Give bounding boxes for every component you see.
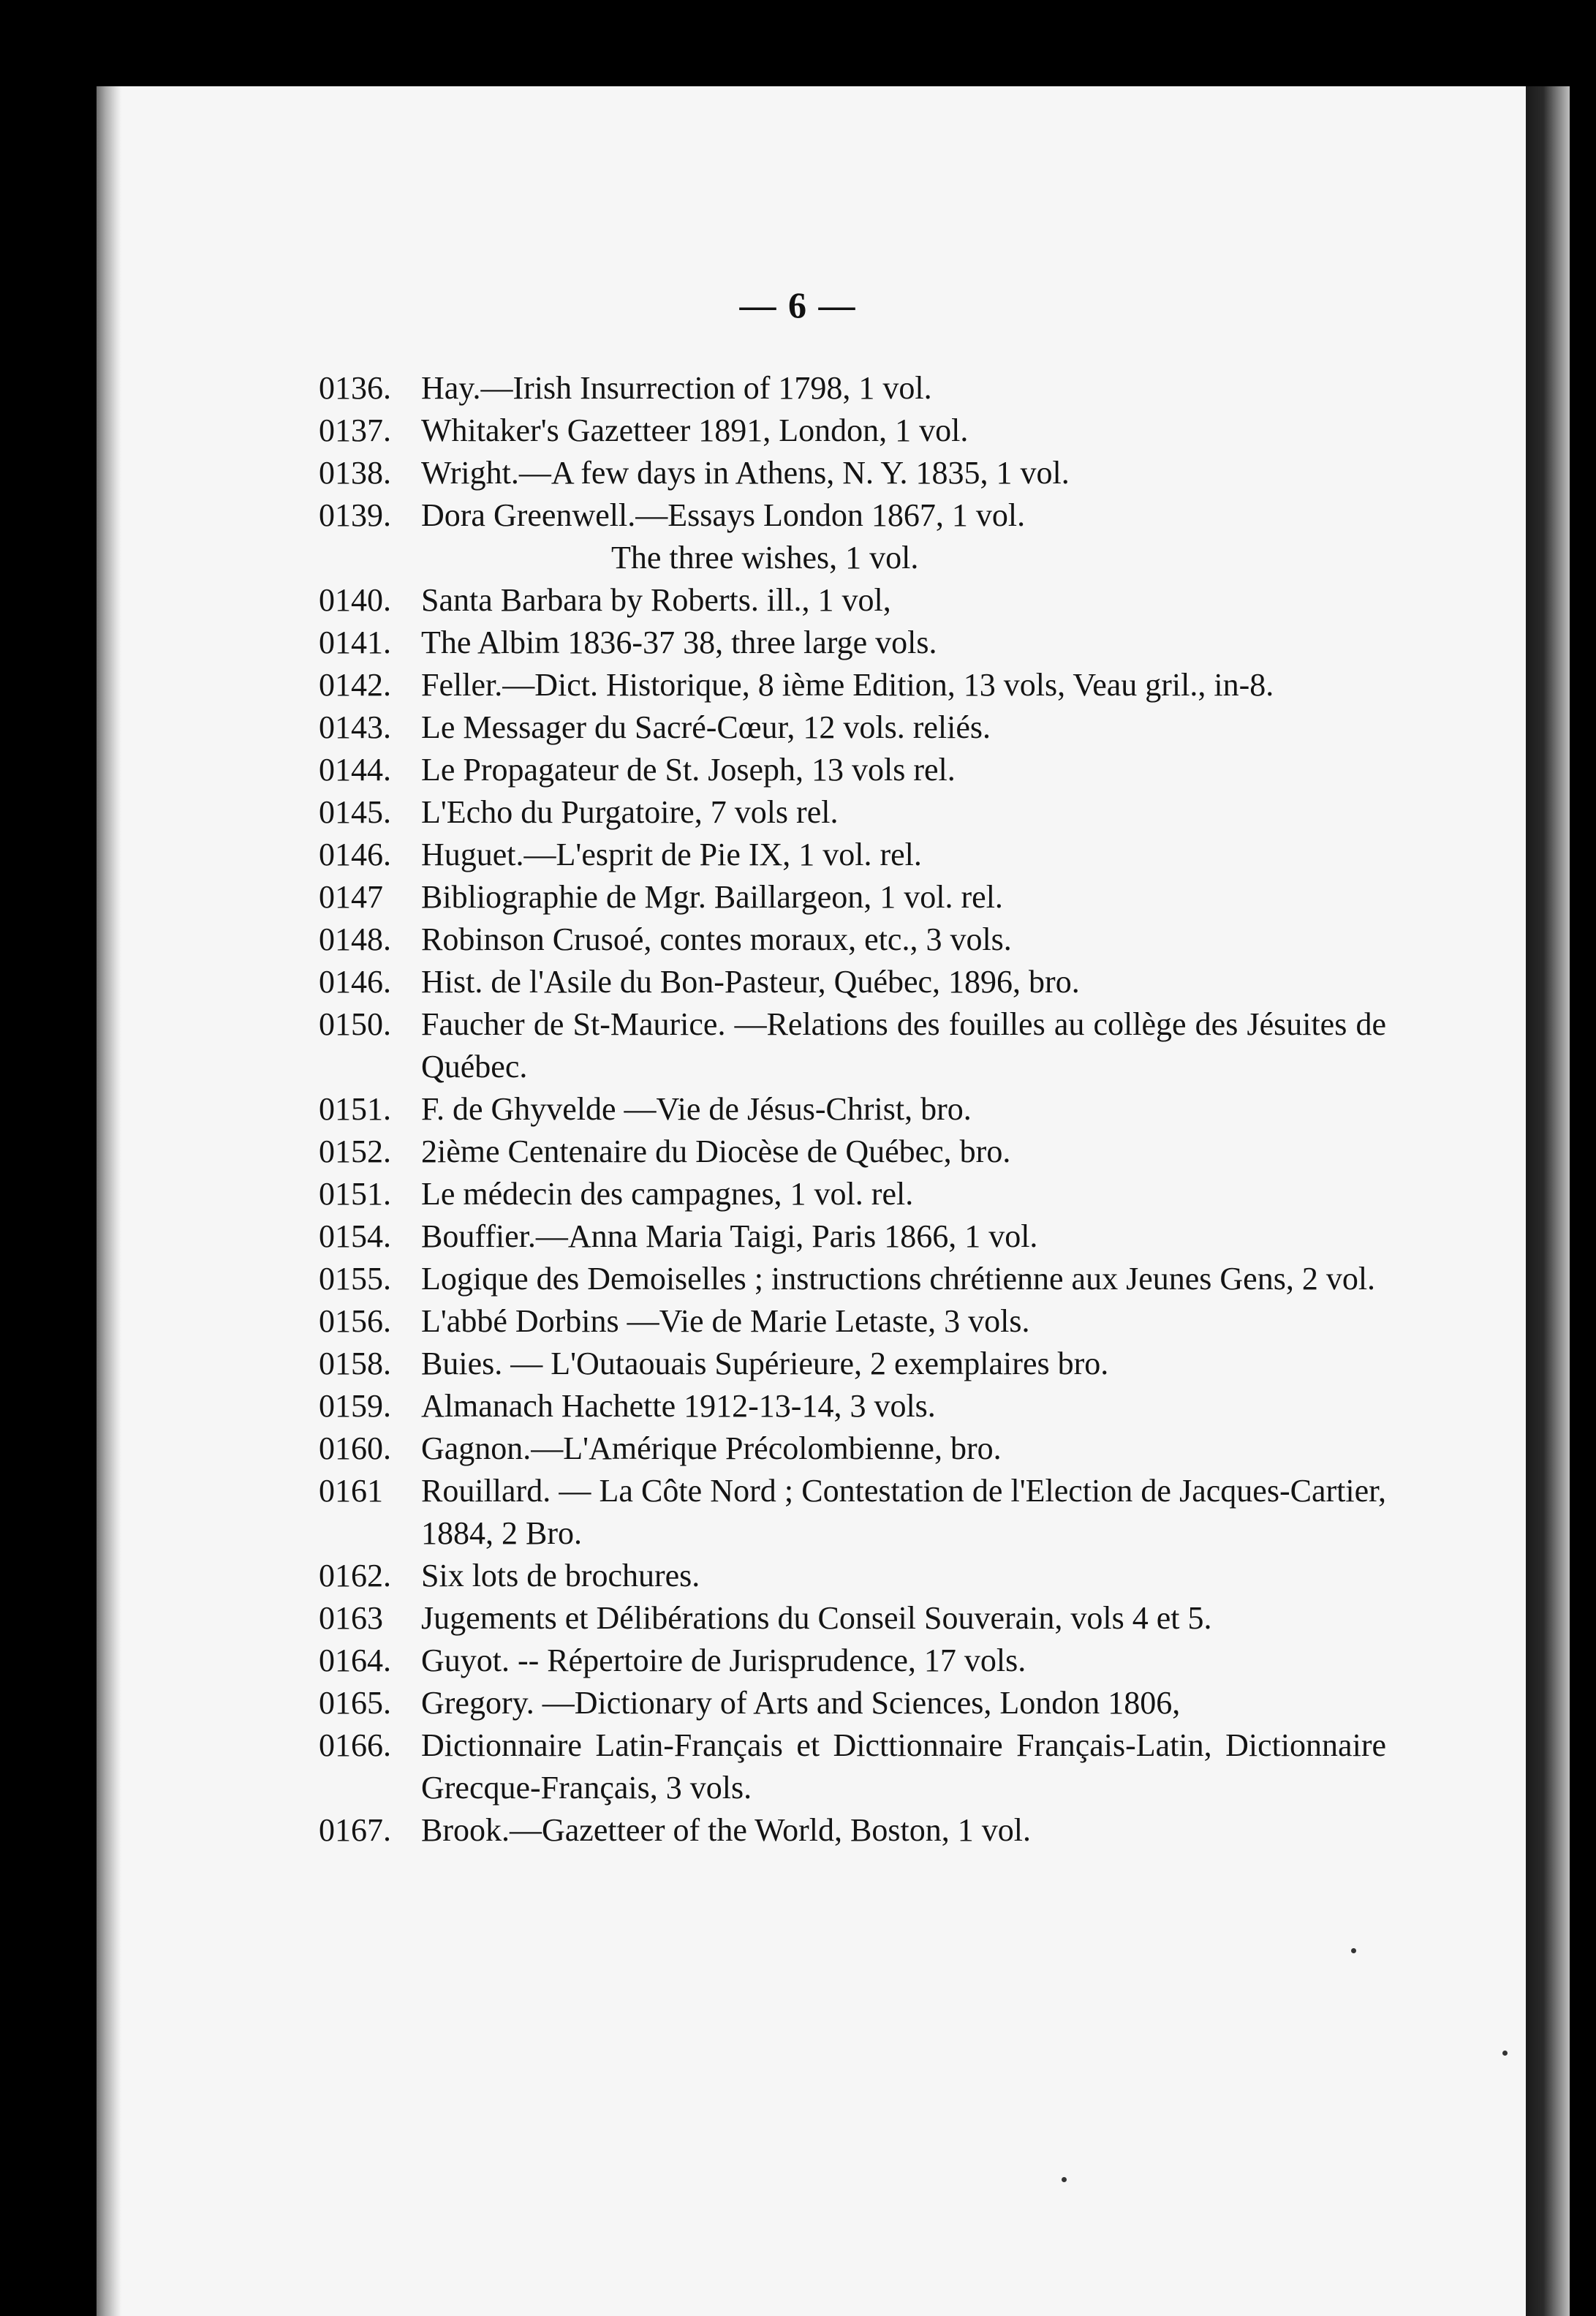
entry-text: Jugements et Délibérations du Conseil Souverain, vols 4 et 5. xyxy=(421,1600,1212,1636)
catalogue-entry-0139 xyxy=(319,494,1386,579)
entry-text: Le Propagateur de St. Joseph, 13 vols rel. xyxy=(421,752,956,788)
catalogue-entry-0147 xyxy=(319,876,1386,919)
entry-number: 0141. xyxy=(319,625,391,660)
scan-speck xyxy=(1062,2177,1067,2182)
binding-shadow xyxy=(97,86,121,2316)
entry-number: 0144. xyxy=(319,752,391,788)
entry-text: Robinson Crusoé, contes moraux, etc., 3 vols. xyxy=(421,921,1012,957)
entry-text: Bibliographie de Mgr. Baillargeon, 1 vol. rel. xyxy=(421,879,1003,915)
catalogue-entry-0151b xyxy=(319,1173,1386,1215)
entry-continuation: The three wishes, 1 vol. xyxy=(611,540,919,576)
entry-number: 0150. xyxy=(319,1006,391,1042)
scan-speck xyxy=(1502,2051,1508,2056)
entry-number: 0160. xyxy=(319,1430,391,1466)
catalogue-entry-0140 xyxy=(319,579,1386,622)
entry-text: Huguet.—L'esprit de Pie IX, 1 vol. rel. xyxy=(421,837,922,872)
entry-number: 0156. xyxy=(319,1303,391,1339)
entry-number: 0151. xyxy=(319,1091,391,1127)
entry-number: 0142. xyxy=(319,667,391,703)
page-number: — 6 — xyxy=(739,284,857,325)
catalogue-entry-0146 xyxy=(319,834,1386,876)
entry-text: Six lots de brochures. xyxy=(421,1558,700,1593)
entry-text: Le Messager du Sacré-Cœur, 12 vols. reliés. xyxy=(421,709,991,745)
catalogue-entry-0145 xyxy=(319,791,1386,834)
catalogue-entry-0142 xyxy=(319,664,1386,706)
catalogue-entry-0143 xyxy=(319,706,1386,749)
entry-number: 0148. xyxy=(319,921,391,957)
catalogue-entries xyxy=(319,367,1386,1852)
catalogue-entry-0136 xyxy=(319,367,1386,410)
entry-text: L'Echo du Purgatoire, 7 vols rel. xyxy=(421,794,839,830)
entry-text: Gagnon.—L'Amérique Précolombienne, bro. xyxy=(421,1430,1002,1466)
entry-text: Whitaker's Gazetteer 1891, London, 1 vol. xyxy=(421,412,969,448)
entry-number: 0139. xyxy=(319,497,391,533)
catalogue-entry-0154 xyxy=(319,1215,1386,1258)
entry-number: 0145. xyxy=(319,794,391,830)
entry-text: Faucher de St-Maurice. —Relations des fouilles au collège des Jésuites de Québec. xyxy=(421,1006,1386,1085)
entry-text: Bouffier.—Anna Maria Taigi, Paris 1866, 1 vol. xyxy=(421,1218,1038,1254)
entry-text: Dictionnaire Latin-Français et Dicttionnaire Français-Latin, Dictionnaire Grecque-Français, 3 vols. xyxy=(421,1727,1386,1806)
entry-number: 0140. xyxy=(319,582,391,618)
catalogue-entry-0162 xyxy=(319,1555,1386,1597)
entry-text: Santa Barbara by Roberts. ill., 1 vol, xyxy=(421,582,891,618)
entry-text: Le médecin des campagnes, 1 vol. rel. xyxy=(421,1176,914,1212)
entry-number: 0165. xyxy=(319,1685,391,1721)
entry-text: The Albim 1836-37 38, three large vols. xyxy=(421,625,937,660)
entry-number: 0146. xyxy=(319,837,391,872)
catalogue-entry-0165 xyxy=(319,1682,1386,1724)
entry-number: 0147 xyxy=(319,879,383,915)
catalogue-entry-0167 xyxy=(319,1809,1386,1852)
catalogue-entry-0148 xyxy=(319,919,1386,961)
catalogue-entry-0155 xyxy=(319,1258,1386,1300)
catalogue-entry-0150 xyxy=(319,1003,1386,1088)
entry-text: Rouillard. — La Côte Nord ; Contestation de l'Election de Jacques-Cartier, 1884, 2 Bro. xyxy=(421,1473,1386,1551)
catalogue-entry-0156 xyxy=(319,1300,1386,1343)
entry-text: Hist. de l'Asile du Bon-Pasteur, Québec, 1896, bro. xyxy=(421,964,1080,1000)
entry-text: Dora Greenwell.—Essays London 1867, 1 vol. xyxy=(421,497,1026,533)
catalogue-entry-0161 xyxy=(319,1470,1386,1555)
entry-text: Buies. — L'Outaouais Supérieure, 2 exemplaires bro. xyxy=(421,1346,1109,1381)
catalogue-entry-0138 xyxy=(319,452,1386,494)
entry-text: L'abbé Dorbins —Vie de Marie Letaste, 3 vols. xyxy=(421,1303,1030,1339)
next-page-edge xyxy=(1526,86,1570,2316)
entry-number: 0167. xyxy=(319,1812,391,1848)
entry-number: 0137. xyxy=(319,412,391,448)
entry-number: 0146. xyxy=(319,964,391,1000)
catalogue-entry-0141 xyxy=(319,622,1386,664)
scan-speck xyxy=(1351,1948,1356,1953)
entry-number: 0159. xyxy=(319,1388,391,1424)
entry-text: Hay.—Irish Insurrection of 1798, 1 vol. xyxy=(421,370,932,406)
entry-text: Almanach Hachette 1912-13-14, 3 vols. xyxy=(421,1388,936,1424)
entry-number: 0136. xyxy=(319,370,391,406)
catalogue-entry-0163 xyxy=(319,1597,1386,1640)
catalogue-entry-0137 xyxy=(319,410,1386,452)
entry-number: 0161 xyxy=(319,1473,383,1509)
entry-text: Feller.—Dict. Historique, 8 ième Edition, 13 vols, Veau gril., in-8. xyxy=(421,667,1274,703)
entry-number: 0155. xyxy=(319,1261,391,1297)
entry-number: 0164. xyxy=(319,1642,391,1678)
catalogue-entry-0144 xyxy=(319,749,1386,791)
catalogue-entry-0146b xyxy=(319,961,1386,1003)
entry-text: F. de Ghyvelde —Vie de Jésus-Christ, bro. xyxy=(421,1091,972,1127)
entry-number: 0158. xyxy=(319,1346,391,1381)
entry-number: 0166. xyxy=(319,1727,391,1763)
entry-number: 0143. xyxy=(319,709,391,745)
entry-text: Gregory. —Dictionary of Arts and Sciences, London 1806, xyxy=(421,1685,1181,1721)
catalogue-entry-0160 xyxy=(319,1427,1386,1470)
catalogue-entry-0166 xyxy=(319,1724,1386,1809)
entry-number: 0163 xyxy=(319,1600,383,1636)
entry-text: Brook.—Gazetteer of the World, Boston, 1 vol. xyxy=(421,1812,1031,1848)
entry-number: 0154. xyxy=(319,1218,391,1254)
entry-number: 0138. xyxy=(319,455,391,491)
entry-text: Guyot. -- Répertoire de Jurisprudence, 17 vols. xyxy=(421,1642,1026,1678)
entry-text: Logique des Demoiselles ; instructions chrétienne aux Jeunes Gens, 2 vol. xyxy=(421,1261,1376,1297)
entry-number: 0151. xyxy=(319,1176,391,1212)
catalogue-entry-0164 xyxy=(319,1640,1386,1682)
catalogue-entry-0151 xyxy=(319,1088,1386,1131)
catalogue-entry-0152 xyxy=(319,1131,1386,1173)
entry-text: Wright.—A few days in Athens, N. Y. 1835, 1 vol. xyxy=(421,455,1070,491)
catalogue-entry-0158 xyxy=(319,1343,1386,1385)
entry-number: 0162. xyxy=(319,1558,391,1593)
entry-number: 0152. xyxy=(319,1134,391,1169)
entry-text: 2ième Centenaire du Diocèse de Québec, bro. xyxy=(421,1134,1011,1169)
catalogue-entry-0159 xyxy=(319,1385,1386,1427)
